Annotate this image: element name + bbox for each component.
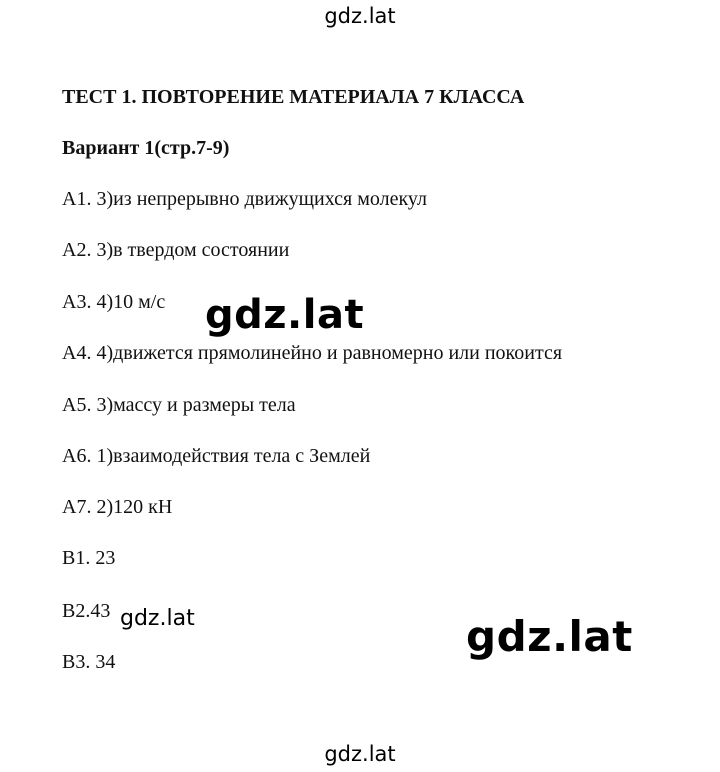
answer-a7: А7. 2)120 кН [62,496,173,518]
variant-heading: Вариант 1(стр.7-9) [62,137,230,159]
watermark-right: gdz.lat [466,612,633,661]
watermark-small: gdz.lat [120,606,195,631]
answer-b2: В2.43 [62,600,111,622]
answer-a1: А1. 3)из непрерывно движущихся молекул [62,188,427,210]
answer-a2: А2. 3)в твердом состоянии [62,239,290,261]
watermark-middle: gdz.lat [205,292,365,338]
answer-a6: А6. 1)взаимодействия тела с Землей [62,445,371,467]
answer-b3: В3. 34 [62,651,116,673]
answer-a3: А3. 4)10 м/с [62,291,166,313]
watermark-bottom: gdz.lat [324,742,396,766]
answer-b1: В1. 23 [62,547,116,569]
answer-a4: А4. 4)движется прямолинейно и равномерно или покоится [62,342,563,364]
answer-a5: А5. 3)массу и размеры тела [62,394,296,416]
watermark-top: gdz.lat [324,4,396,28]
test-title: ТЕСТ 1. ПОВТОРЕНИЕ МАТЕРИАЛА 7 КЛАССА [62,86,525,108]
